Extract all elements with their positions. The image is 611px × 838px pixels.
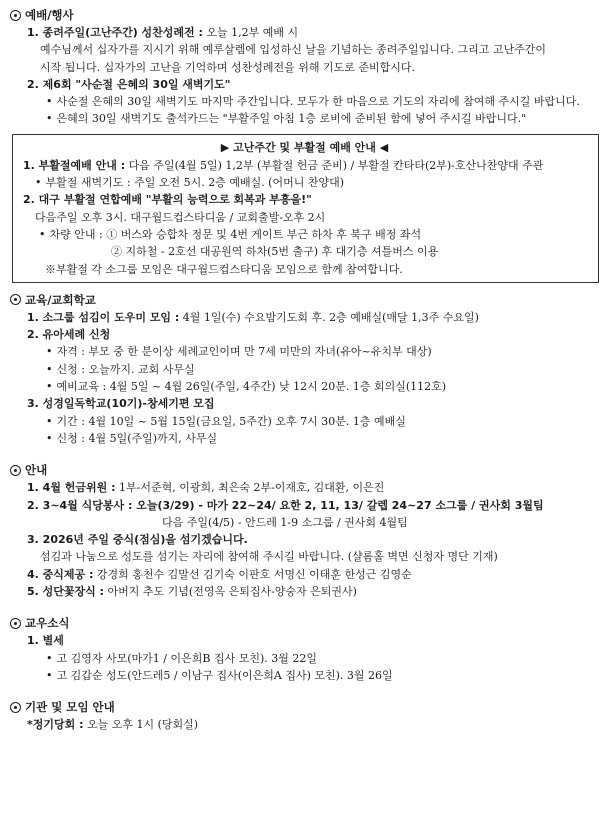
education-item-2: 2. 유아세례 신청 [27,328,111,342]
worship-item-2-bullet: • 은혜의 30일 새벽기도 출석카드는 "부활주일 아침 1층 로비에 준비된 함에 넣어 주시길 바랍니다." [10,110,601,127]
worship-item-1: 1. 종려주일(고난주간) 성찬성례전 : 오늘 1,2부 예배 시 [27,26,299,39]
notice-item-4: 4. 중식제공 : 강경희 홍천수 김말선 김기숙 이판호 서명신 이태훈 한성근 김영순 [27,567,412,581]
easter-item-2: 2. 대구 부활절 연합예배 "부활의 능력으로 회복과 부흥을!" [23,193,312,207]
education-item-3-bullet: • 신청 : 4월 5일(주일)까지, 사무실 [10,430,601,447]
notice-item-2: 2. 3~4월 식당봉사 : 오늘(3/29) - 마가 22~24/ 요한 2, 11, 13/ 갈렙 24~27 소그룹 / 권사회 3월팀 [27,498,544,512]
section-header-education [10,291,601,309]
worship-item-2: 2. 제6회 "사순절 은혜의 30일 새벽기도" [27,77,231,91]
notice-item-3: 3. 2026년 주일 중식(점심)을 섬기겠습니다. [27,533,248,547]
section-title: 교육/교회학교 [25,292,96,307]
section-title: 예배/행사 [25,8,74,22]
circle-bullet-icon [10,702,21,713]
easter-item-2-text: 다음주일 오후 3시. 대구월드컵스타디움 / 교회출발-오후 2시 [35,210,326,224]
circle-bullet-icon [10,10,21,21]
members-item-1-bullet: • 고 김갑순 성도(안드레5 / 이남구 집사(이은희A 집사) 모친). 3월 26일 [10,667,601,684]
section-title: 기관 및 모임 안내 [25,700,115,715]
circle-bullet-icon [10,618,21,629]
section-title: 안내 [25,463,48,478]
education-item-2-bullet: • 자격 : 부모 중 한 분이상 세례교인이며 만 7세 미만의 자녀(유아~유치부 대상) [10,343,601,360]
education-item-1: 1. 소그룹 섬김이 도우미 모임 : 4월 1일(수) 수요밤기도회 후. 2층 예배실(매달 1,3주 수요일) [27,310,479,324]
members-item-1: 1. 별세 [27,634,64,648]
circle-bullet-icon [10,294,21,305]
easter-item-2-bullet: • 차량 안내 : ① 버스와 승합차 정문 및 4번 게이트 부근 하차 후 북구 배정 좌석 [19,226,590,243]
notice-item-1: 1. 4월 헌금위원 : 1부-서준혁, 이광희, 최은숙 2부-이재호, 김대환, 이은진 [27,481,385,495]
worship-item-2-bullet: • 사순절 은혜의 30일 새벽기도 마지막 주간입니다. 모두가 한 마음으로 기도의 자리에 참여해 주시길 바랍니다. [10,93,601,110]
education-item-2-bullet: • 예비교육 : 4월 5일 ~ 4월 26일(주일, 4주간) 낮 12시 20분. 1층 회의실(112호) [10,378,601,395]
easter-notice-box [12,134,599,283]
worship-item-1-text: 예수님께서 십자가를 지시기 위해 예루살렘에 입성하신 날을 기념하는 종려주일입니다. 그리고 고난주간이 [40,43,547,57]
notice-item-2-cont: 다음 주일(4/5) - 안드레 1-9 소그룹 / 권사회 4월팀 [162,515,408,529]
section-header-orgs [10,698,601,716]
circle-bullet-icon [10,465,21,476]
education-item-3-bullet: • 기간 : 4월 10일 ~ 5월 15일(금요일, 5주간) 오후 7시 30분. 1층 예배실 [10,413,601,430]
easter-item-2-bullet-cont: ② 지하철 - 2호선 대공원역 하차(5번 출구) 후 대기층 셔틀버스 이용 [111,245,439,259]
worship-item-1-text: 시작 됩니다. 십자가의 고난을 기억하며 성찬성례전을 위해 기도로 준비합시다. [40,60,415,74]
easter-item-1: 1. 부활절예배 안내 : 다음 주일(4월 5일) 1,2부 (부활절 헌금 준비) / 부활절 칸타타(2부)-호산나찬양대 주관 [23,158,544,172]
easter-note: ※부활절 각 소그룹 모임은 대구월드컵스타디움 모임으로 함께 참여합니다. [45,262,403,276]
section-header-worship [10,6,601,24]
section-header-members [10,614,601,632]
notice-item-5: 5. 성단꽃장식 : 아버지 추도 기념(전영옥 은퇴집사-양숭자 은퇴권사) [27,585,357,599]
easter-item-1-bullet: • 부활절 새벽기도 : 주일 오전 5시. 2층 예배실. (어머니 찬양대) [19,174,590,191]
section-header-notice [10,461,601,479]
box-title: ▶ 고난주간 및 부활절 예배 안내 ◀ [220,140,389,154]
notice-item-3-text: 섬김과 나눔으로 성도를 섬기는 자리에 참여해 주시길 바랍니다. (샬롬홀 벽면 신청자 명단 기재) [40,550,498,564]
education-item-2-bullet: • 신청 : 오늘까지. 교회 사무실 [10,361,601,378]
section-title: 교우소식 [25,616,70,631]
members-item-1-bullet: • 고 김영자 사모(마가1 / 이은희B 집사 모친). 3월 22일 [10,650,601,667]
orgs-item-1: *정기당회 : 오늘 오후 1시 (당회실) [27,718,199,732]
education-item-3: 3. 성경일독학교(10기)-창세기편 모집 [27,397,215,411]
